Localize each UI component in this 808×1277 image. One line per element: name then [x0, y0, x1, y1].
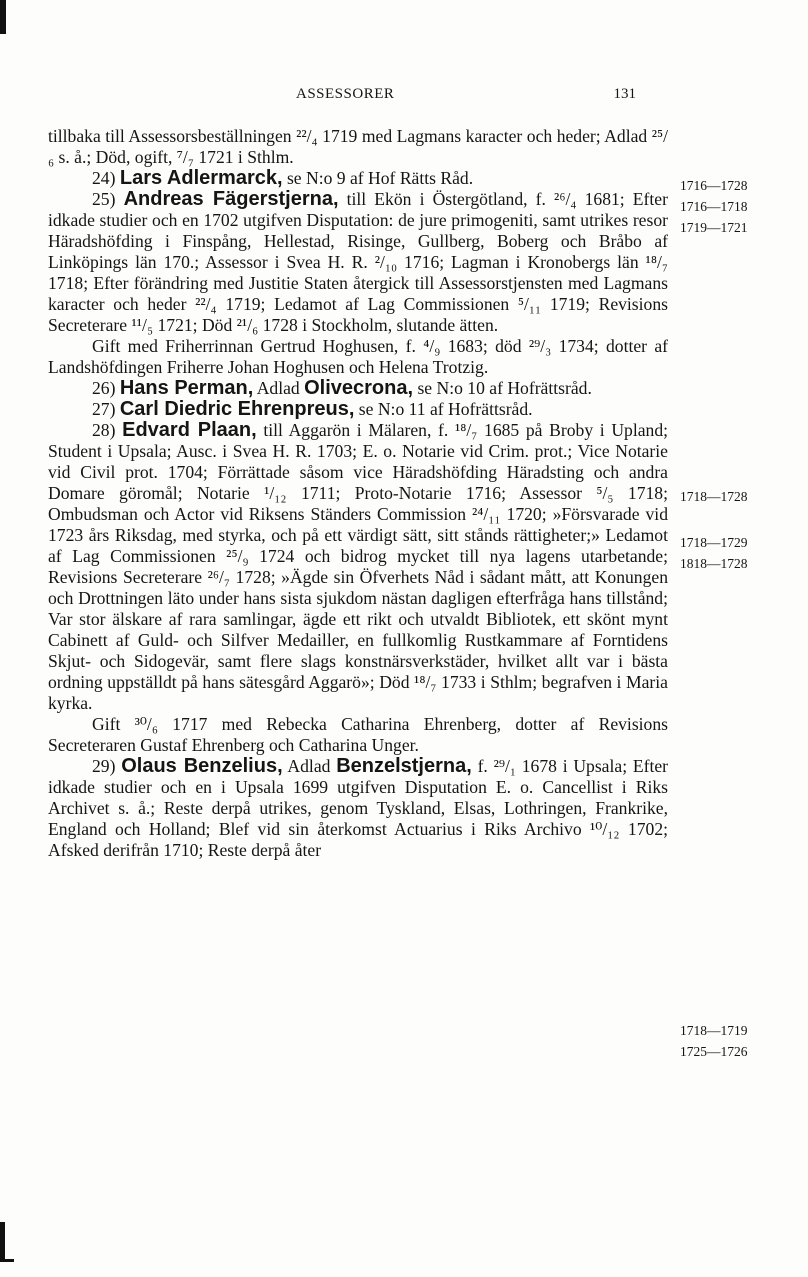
- entry-28: [48, 420, 668, 714]
- person-name: Hans Perman,: [119, 377, 254, 399]
- person-name: Lars Adlermarck,: [119, 167, 283, 189]
- entry-number: 25): [92, 189, 116, 209]
- entry-27: [48, 399, 668, 420]
- ennobled-name: Benzelstjerna,: [336, 755, 472, 777]
- running-header: [296, 86, 636, 110]
- entry-text: f. ²⁹/₁ 1678 i Upsala; Efter idkade studier och en i Upsala 1699 utgifven Disputation E. o. Cancellist i Riks Archivet s. å.; Reste derpå utrikes, genom Tyskland, Elsas, Lothringen, Frankrike, England och Holland; Blef vid sin återkomst Actuarius i Riks Archivo ¹⁰/₁₂ 1702; Afsked derifrån 1710; Reste derpå åter: [48, 756, 669, 860]
- entry-text: Adlad: [287, 756, 331, 776]
- entry-number: 27): [92, 399, 116, 419]
- entry-text: se N:o 11 af Hofrättsråd.: [358, 399, 533, 419]
- entry-number: 28): [92, 420, 116, 440]
- entry-24: [48, 168, 668, 189]
- entry-26: [48, 378, 668, 399]
- entry-text: till Aggarön i Mälaren, f. ¹⁸/₇ 1685 på Broby i Upland; Student i Upsala; Ausc. i Svea H. R. 1703; E. o. Notarie vid Crim. prot.; Vice Notarie vid Civil prot. 1704; Förrättade såsom vice Häradshöfding Häradsting och andra Domare göromål; Notarie ¹/₁₂ 1711; Proto-Notarie 1716; Assessor ⁵/₅ 1718; Ombudsman och Actor vid Riksens Ständers Commission ²⁴/₁₁ 1720; »Försvarade vid 1723 års Riksdag, med styrka, och på ett värdigt sätt, sitt stånds rättigheter;» Ledamot af Lag Commissionen ²⁵/₉ 1724 och bidrog mycket till nya lagens utarbetande; Revisions Secreterare ²⁶/₇ 1728; »Ägde sin Öfverhets Nåd i sådant mått, att Konungen och Drottningen läto under hans sista sjukdom nästan dagligen efterfråga hans tillstånd; Var stor älskare af rara samlingar, ägde ett rikt och utvaldt Bibliotek, ett skönt mynt Cabinett af Guld- och Silfver Medailler, en fullkomlig Rustkammare af Forntidens Skjut- och Sidogevär, samt flere slags konstnärsverkstäder, hvilket allt var i bästa ordning uppställdt på hans sätesgård Aggarö»; Död ¹⁸/₇ 1733 i Sthlm; begrafven i Maria kyrka.: [48, 420, 669, 713]
- entry-29: [48, 756, 668, 861]
- scan-edge-mark: [0, 0, 6, 34]
- person-name: Andreas Fägerstjerna,: [123, 188, 339, 210]
- entry-number: 29): [92, 756, 116, 776]
- paragraph-continuation: tillbaka till Assessorsbeställningen ²²/₄ 1719 med Lagmans karacter och heder; Adlad ²⁵/₆ s. å.; Död, ogift, ⁷/₇ 1721 i Sthlm.: [48, 126, 668, 167]
- person-name: Edvard Plaan,: [122, 419, 257, 441]
- margin-years: 1818—1728: [680, 556, 748, 571]
- margin-years: 1716—1718: [680, 199, 748, 214]
- ennobled-name: Olivecrona,: [304, 377, 414, 399]
- entry-25-marriage: Gift med Friherrinnan Gertrud Hoghusen, f. ⁴/₉ 1683; död ²⁹/₃ 1734; dotter af Landshöfdingen Friherre Johan Hoghusen och Helena Trotzig.: [48, 336, 668, 377]
- entry-28-marriage: Gift ³⁰/₆ 1717 med Rebecka Catharina Ehrenberg, dotter af Revisions Secreteraren Gustaf Ehrenberg och Catharina Unger.: [48, 714, 668, 755]
- entry-number: 26): [92, 378, 116, 398]
- person-name: Olaus Benzelius,: [121, 755, 283, 777]
- margin-years: 1716—1728: [680, 178, 748, 193]
- page-number: 131: [613, 86, 636, 102]
- entry-number: 24): [92, 168, 116, 188]
- margin-years: 1718—1719: [680, 1023, 748, 1038]
- entry-25: [48, 189, 668, 336]
- page-title: ASSESSORER: [296, 86, 395, 102]
- person-name: Carl Diedric Ehrenpreus,: [119, 398, 355, 420]
- entry-text: se N:o 10 af Hofrättsråd.: [417, 378, 592, 398]
- entry-text: Adlad: [256, 378, 300, 398]
- entry-text: till Ekön i Östergötland, f. ²⁶/₄ 1681; Efter idkade studier och en 1702 utgifven Disputation: de jure primogeniti, samt utrikes resor Häradshöfding i Finspång, Hellestad, Risinge, Gullberg, Boberg och Bråbo af Linköpings län 170.; Assessor i Svea H. R. ²/₁₀ 1716; Lagman i Kronobergs län ¹⁸/₇ 1718; Efter förändring med Justitie Staten återgick till Assessorstjensten med Lagmans karacter och heder ²²/₄ 1719; Ledamot af Lag Commissionen ⁵/₁₁ 1719; Revisions Secreterare ¹¹/₅ 1721; Död ²¹/₆ 1728 i Stockholm, slutande ätten.: [48, 189, 668, 335]
- margin-years: 1719—1721: [680, 220, 748, 235]
- entry-text: se N:o 9 af Hof Rätts Råd.: [286, 168, 474, 188]
- scan-edge-mark: [0, 1222, 5, 1262]
- page-body: [48, 126, 668, 861]
- margin-years: 1718—1729: [680, 535, 748, 550]
- margin-years: 1725—1726: [680, 1044, 748, 1059]
- margin-years: 1718—1728: [680, 489, 748, 504]
